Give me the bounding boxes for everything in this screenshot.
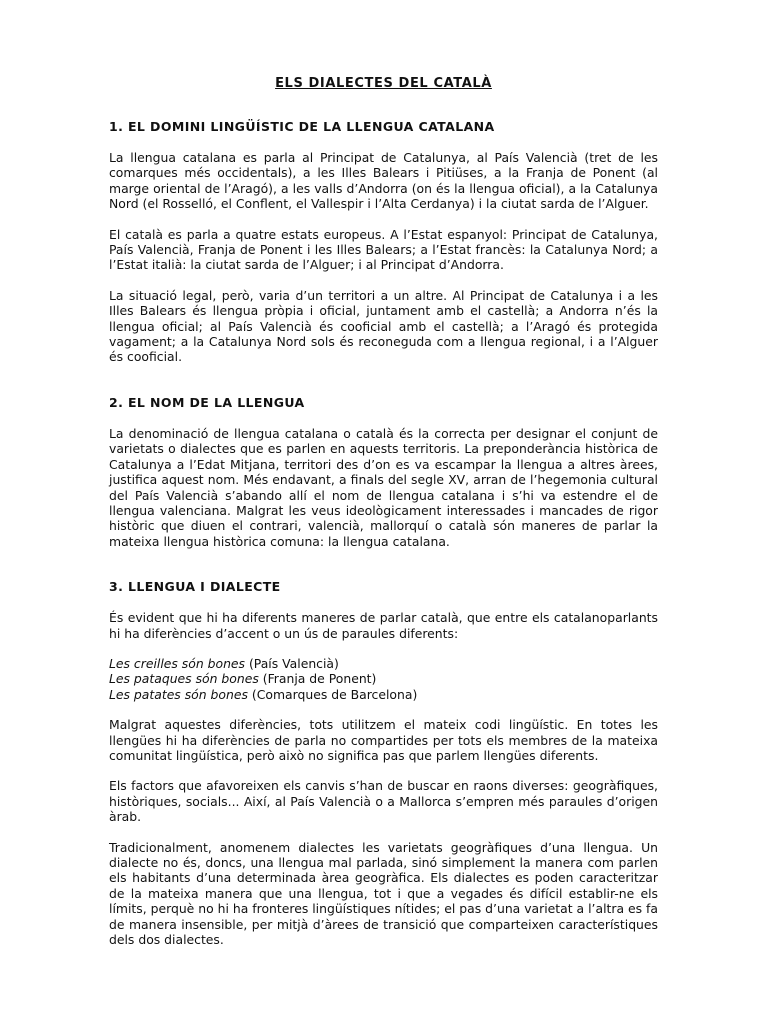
examples-list [109,656,658,702]
example-item [109,671,658,686]
example-region: (Comarques de Barcelona) [251,686,418,702]
example-region: (País Valencià) [248,655,339,671]
example-region: (Franja de Ponent) [262,671,377,687]
example-phrase: Les patates són bones [109,686,248,702]
example-phrase: Les creilles són bones [109,655,246,671]
paragraph: Els factors que afavoreixen els canvis s’han de buscar en raons diverses: geogràfiques, històriques, socials... Així, al País Valencià o a Mallorca s’empren més paraules d’origen àrab. [109,778,658,825]
section-domini [109,119,658,365]
example-phrase: Les pataques són bones [109,671,259,687]
document-title: ELS DIALECTES DEL CATALÀ [275,76,492,91]
paragraph: La denominació de llengua catalana o català és la correcta per designar el conjunt de varietats o dialectes que es parlen en aquests territoris. La preponderància històrica de Catalunya a l’Edat Mitjana, territori des d’on es va escampar la llengua a altres àrees, justifica aquest nom. Més endavant, a finals del segle XV, arran de l’hegemonia cultural del País Valencià s’abando allí el nom de llengua catalana i s’hi va estendre el de llengua valenciana. Malgrat les veus ideològicament interessades i mancades de rigor històric que diuen el contrari, valencià, mallorquí o català són maneres de parlar la mateixa llengua històrica comuna: la llengua catalana. [109,425,658,549]
paragraph: La situació legal, però, varia d’un territori a un altre. Al Principat de Catalunya i a les Illes Balears és llengua pròpia i oficial, juntament amb el castellà; a Andorra n’és la llengua oficial; al País Valencià és cooficial amb el castellà; a l’Aragó és protegida vagament; a la Catalunya Nord sols és reconeguda com a llengua regional, i a l’Alguer és cooficial. [109,287,658,365]
paragraph: Malgrat aquestes diferències, tots utilitzem el mateix codi lingüístic. En totes les llengües hi ha diferències de parla no compartides per tots els membres de la mateixa comunitat lingüística, però això no significa pas que parlem llengües diferents. [109,717,658,763]
paragraph: El català es parla a quatre estats europeus. A l’Estat espanyol: Principat de Catalunya, País Valencià, Franja de Ponent i les Illes Balears; a l’Estat francès: la Catalunya Nord; a l’Estat italià: la ciutat sarda de l’Alguer; i al Principat d’Andorra. [109,226,658,273]
section-heading: 2. EL NOM DE LA LLENGUA [109,394,305,410]
section-llengua-dialecte [109,579,658,947]
paragraph: És evident que hi ha diferents maneres de parlar català, que entre els catalanoparlants hi ha diferències d’accent o un ús de paraules diferents: [109,610,658,641]
example-item [109,656,658,671]
section-heading: 3. LLENGUA I DIALECTE [109,579,281,595]
paragraph: La llengua catalana es parla al Principat de Catalunya, al País Valencià (tret de les comarques més occidentals), a les Illes Balears i Pitiüses, a la Franja de Ponent (al marge oriental de l’Aragó), a les valls d’Andorra (on és la llengua oficial), a la Catalunya Nord (el Rosselló, el Conflent, el Vallespir i l’Alta Cerdanya) i la ciutat sarda de l’Alguer. [109,150,658,212]
paragraph: Tradicionalment, anomenem dialectes les varietats geogràfiques d’una llengua. Un dialecte no és, doncs, una llengua mal parlada, sinó simplement la manera com parlen els habitants d’una determinada àrea geogràfica. Els dialectes es poden caracteritzar de la mateixa manera que una llengua, tot i que a vegades és difícil establir-ne els límits, perquè no hi ha fronteres lingüístiques nítides; el pas d’una varietat a l’altra es fa de manera insensible, per mitjà d’àrees de transició que comparteixen característiques dels dos dialectes. [109,839,658,948]
section-heading: 1. EL DOMINI LINGÜÍSTIC DE LA LLENGUA CATALANA [109,119,495,134]
section-nom [109,395,658,549]
example-item [109,687,658,702]
